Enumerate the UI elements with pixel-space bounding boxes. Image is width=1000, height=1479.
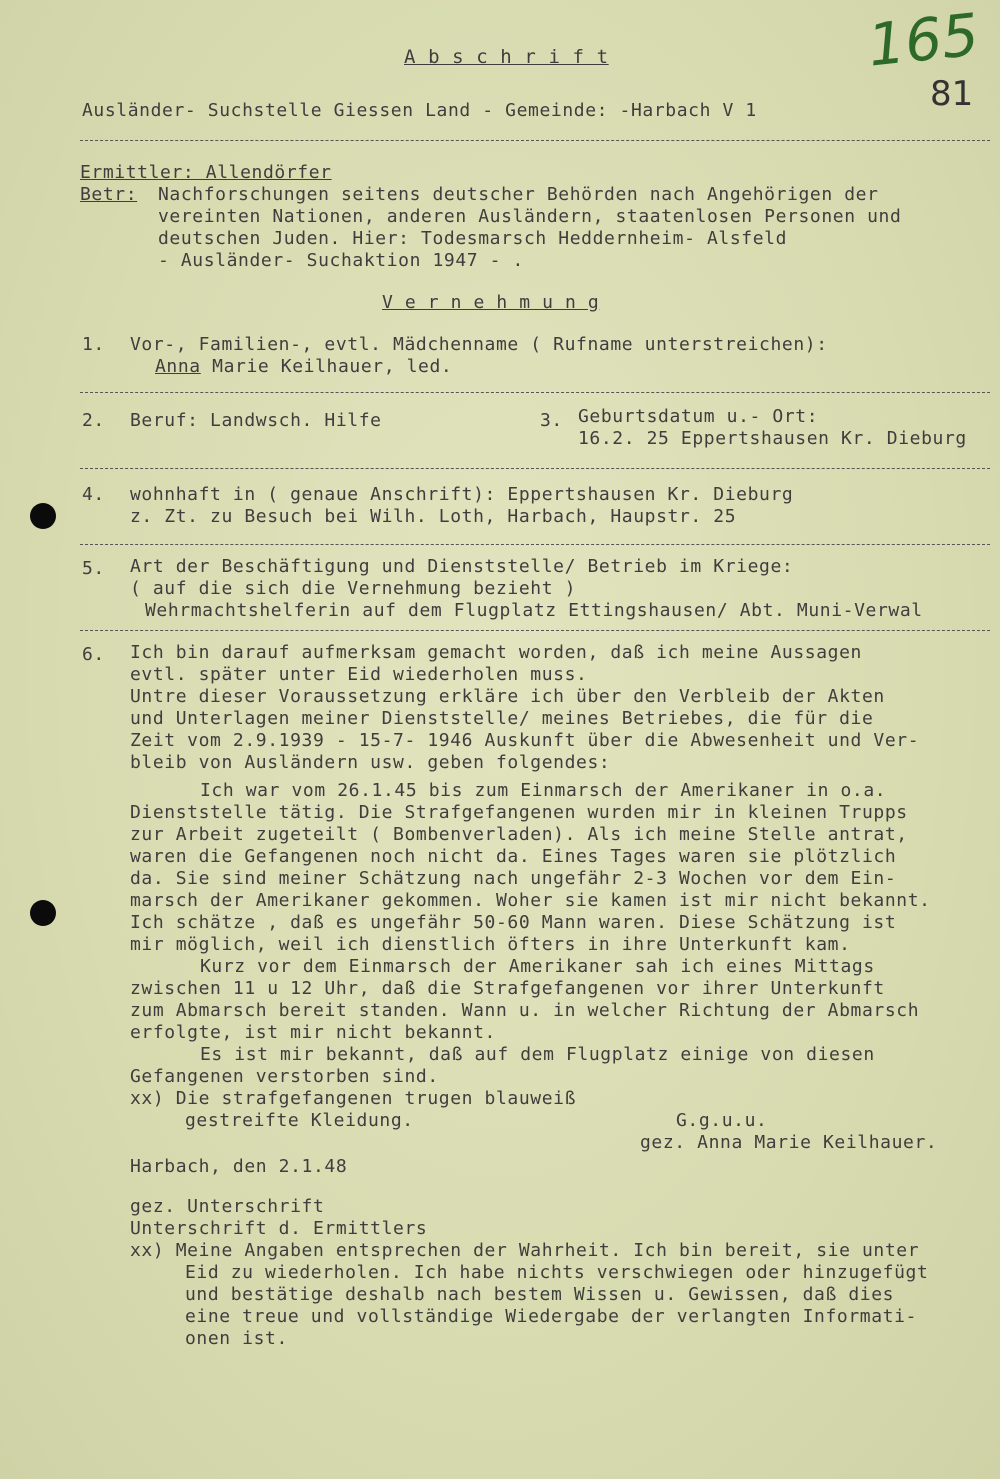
investigator-signature-line-2: Unterschrift d. Ermittlers	[130, 1218, 428, 1239]
divider	[80, 544, 990, 545]
item-2-text: Beruf: Landwsch. Hilfe	[130, 410, 382, 431]
item-5-line-1: Art der Beschäftigung und Dienststelle/ Betrieb im Kriege:	[130, 556, 794, 577]
office-line: Ausländer- Suchstelle Giessen Land - Gemeinde: -Harbach V 1	[82, 100, 757, 121]
statement-line: Dienststelle tätig. Die Strafgefangenen wurden mir in kleinen Trupps	[130, 802, 908, 823]
statement-line: Ich war vom 26.1.45 bis zum Einmarsch der Amerikaner in o.a.	[200, 780, 887, 801]
divider	[80, 392, 990, 393]
statement-line: Es ist mir bekannt, daß auf dem Flugplatz einige von diesen	[200, 1044, 875, 1065]
statement-line: mir möglich, weil ich dienstlich öfters in ihre Unterkunft kam.	[130, 934, 851, 955]
statement-line: marsch der Amerikaner gekommen. Woher sie kamen ist mir nicht bekannt.	[130, 890, 931, 911]
signature-ggu: G.g.u.u.	[676, 1110, 768, 1131]
item-6-number: 6.	[82, 644, 105, 665]
statement-line: Ich schätze , daß es ungefähr 50-60 Mann waren. Diese Schätzung ist	[130, 912, 897, 933]
item-1-rest: Marie Keilhauer, led.	[200, 356, 453, 377]
addendum-line-1: xx) Die strafgefangenen trugen blauweiß	[130, 1088, 577, 1109]
document-title: A b s c h r i f t	[404, 46, 609, 68]
divider	[80, 140, 990, 141]
item-4-number: 4.	[82, 484, 105, 505]
item-3-label: Geburtsdatum u.- Ort:	[578, 406, 819, 427]
subject-line-1: Nachforschungen seitens deutscher Behörden nach Angehörigen der	[158, 184, 879, 205]
oath-line: eine treue und vollständige Wiedergabe der verlangten Informati-	[185, 1306, 917, 1327]
divider	[80, 468, 990, 469]
folio-number-handwritten: 165	[864, 0, 982, 80]
item-3-number: 3.	[540, 410, 563, 431]
statement-line: zwischen 11 u 12 Uhr, daß die Strafgefangenen vor ihrer Unterkunft	[130, 978, 885, 999]
subject-label: Betr:	[80, 184, 138, 205]
statement-line: erfolgte, ist mir nicht bekannt.	[130, 1022, 496, 1043]
place-date: Harbach, den 2.1.48	[130, 1156, 348, 1177]
statement-line: zum Abmarsch bereit standen. Wann u. in welcher Richtung der Abmarsch	[130, 1000, 920, 1021]
oath-line: und bestätige deshalb nach bestem Wissen u. Gewissen, daß dies	[185, 1284, 895, 1305]
statement-line: und Unterlagen meiner Dienststelle/ meines Betriebes, die für die	[130, 708, 874, 729]
statement-line: Gefangenen verstorben sind.	[130, 1066, 439, 1087]
statement-line: bleib von Ausländern usw. geben folgendes:	[130, 752, 611, 773]
statement-line: zur Arbeit zugeteilt ( Bombenverladen). Als ich meine Stelle antrat,	[130, 824, 908, 845]
subject-line-2: vereinten Nationen, anderen Ausländern, staatenlosen Personen und	[158, 206, 902, 227]
oath-line: onen ist.	[185, 1328, 288, 1349]
punch-hole	[30, 503, 56, 529]
item-1-value	[155, 356, 452, 378]
statement-line: evtl. später unter Eid wiederholen muss.	[130, 664, 588, 685]
investigator-signature-line-1: gez. Unterschrift	[130, 1196, 325, 1217]
section-title: V e r n e h m u n g	[382, 292, 600, 313]
statement-line: Kurz vor dem Einmarsch der Amerikaner sah ich eines Mittags	[200, 956, 875, 977]
item-1-firstname: Anna	[155, 356, 201, 377]
item-5-line-3: Wehrmachtshelferin auf dem Flugplatz Ettingshausen/ Abt. Muni-Verwal	[145, 600, 923, 621]
statement-line: da. Sie sind meiner Schätzung nach ungefähr 2-3 Wochen vor dem Ein-	[130, 868, 897, 889]
statement-line: Ich bin darauf aufmerksam gemacht worden, daß ich meine Aussagen	[130, 642, 862, 663]
page-number: 81	[930, 74, 974, 114]
subject-line-3: deutschen Juden. Hier: Todesmarsch Heddernheim- Alsfeld	[158, 228, 788, 249]
oath-line: Eid zu wiederholen. Ich habe nichts verschwiegen oder hinzugefügt	[185, 1262, 929, 1283]
statement-line: Zeit vom 2.9.1939 - 15-7- 1946 Auskunft über die Abwesenheit und Ver-	[130, 730, 920, 751]
item-2-number: 2.	[82, 410, 105, 431]
item-5-line-2: ( auf die sich die Vernehmung bezieht )	[130, 578, 577, 599]
item-5-number: 5.	[82, 558, 105, 579]
item-3-value: 16.2. 25 Eppertshausen Kr. Dieburg	[578, 428, 967, 449]
investigator-line: Ermittler: Allendörfer	[80, 162, 332, 183]
punch-hole	[30, 900, 56, 926]
oath-line: xx) Meine Angaben entsprechen der Wahrheit. Ich bin bereit, sie unter	[130, 1240, 920, 1261]
statement-line: waren die Gefangenen noch nicht da. Eines Tages waren sie plötzlich	[130, 846, 897, 867]
divider	[80, 630, 990, 631]
item-4-line-1: wohnhaft in ( genaue Anschrift): Eppertshausen Kr. Dieburg	[130, 484, 794, 505]
item-1-label: Vor-, Familien-, evtl. Mädchenname ( Rufname unterstreichen):	[130, 334, 828, 355]
addendum-line-2: gestreifte Kleidung.	[185, 1110, 414, 1131]
item-1-number: 1.	[82, 334, 105, 355]
item-4-line-2: z. Zt. zu Besuch bei Wilh. Loth, Harbach, Haupstr. 25	[130, 506, 737, 527]
subject-line-4: - Ausländer- Suchaktion 1947 - .	[158, 250, 524, 271]
signature-name: gez. Anna Marie Keilhauer.	[640, 1132, 938, 1153]
statement-line: Untre dieser Voraussetzung erkläre ich über den Verbleib der Akten	[130, 686, 885, 707]
